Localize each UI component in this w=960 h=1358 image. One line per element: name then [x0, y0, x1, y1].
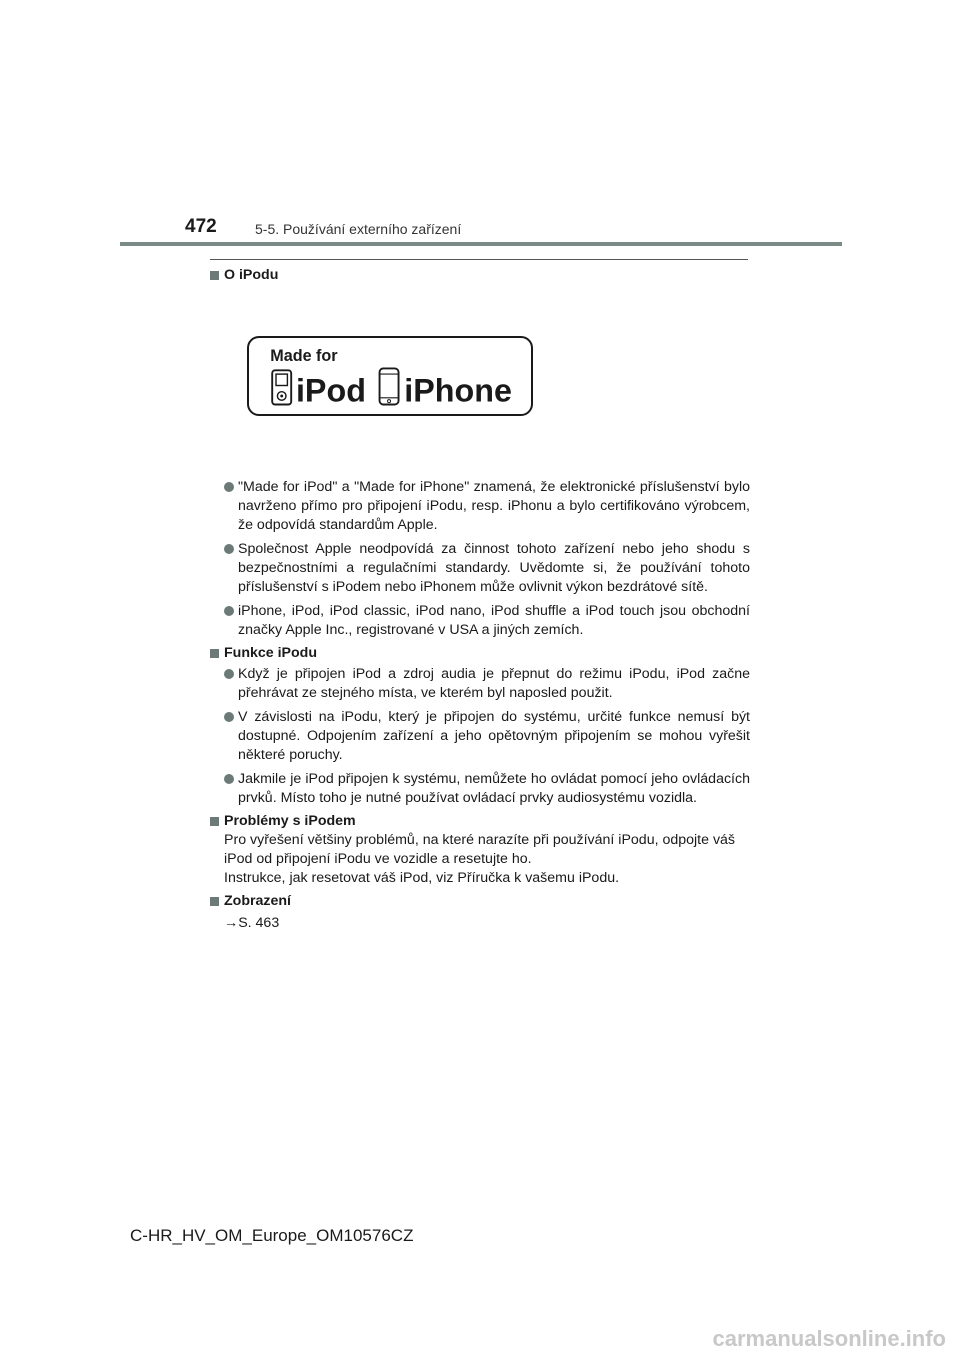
- circle-bullet-icon: [224, 606, 234, 616]
- ipod-device-icon: [272, 370, 291, 404]
- document-code: C-HR_HV_OM_Europe_OM10576CZ: [130, 1226, 414, 1245]
- circle-bullet-icon: [224, 669, 234, 679]
- circle-bullet-icon: [224, 774, 234, 784]
- list-item: [210, 540, 750, 597]
- logo-graphic: [249, 338, 531, 414]
- circle-bullet-icon: [224, 712, 234, 722]
- logo-made-for-text: Made for: [270, 346, 338, 365]
- iphone-device-icon: [380, 368, 399, 404]
- heading-display-text: Zobrazení: [224, 893, 292, 909]
- list-item: [210, 665, 750, 703]
- list-item: [210, 478, 750, 535]
- bullet-text: Společnost Apple neodpovídá za činnost tohoto zařízení nebo jeho shodu s bezpečnostními a regulačními standardy. Uvědomte si, že používání tohoto příslušenství s iPodem nebo iPhonem může ovlivnit výkon bezdrátové sítě.: [238, 541, 750, 595]
- made-for-ipod-iphone-logo: [247, 336, 533, 416]
- watermark[interactable]: carmanualsonline.info: [712, 1326, 946, 1351]
- square-bullet-icon: [210, 271, 219, 280]
- square-bullet-icon: [210, 649, 219, 658]
- bullet-text: iPhone, iPod, iPod classic, iPod nano, iPod shuffle a iPod touch jsou obchodní značky Apple Inc., registrované v USA a jiných zemích.: [238, 603, 750, 638]
- heading-about: [210, 266, 750, 285]
- page-number: 472: [185, 216, 217, 237]
- content-rule: [210, 259, 748, 260]
- bullet-text: Když je připojen iPod a zdroj audia je přepnut do režimu iPodu, iPod začne přehrávat ze stejného místa, ve kterém byl naposled použit.: [238, 666, 750, 701]
- heading-display: [210, 892, 750, 911]
- list-item: [210, 708, 750, 765]
- heading-functions: [210, 644, 750, 663]
- heading-functions-text: Funkce iPodu: [224, 645, 318, 661]
- header-rule: [120, 242, 842, 246]
- problems-text-1: Pro vyřešení většiny problémů, na které narazíte při používání iPodu, odpojte váš iPod od připojení iPodu ve vozidle a resetujte ho.: [224, 832, 736, 867]
- heading-problems: [210, 812, 750, 831]
- page-reference-link[interactable]: →S. 463: [224, 915, 280, 931]
- section-title: 5-5. Používání externího zařízení: [255, 221, 462, 237]
- square-bullet-icon: [210, 817, 219, 826]
- circle-bullet-icon: [224, 544, 234, 554]
- logo-ipod-text: iPod: [295, 372, 366, 409]
- bullet-text: "Made for iPod" a "Made for iPhone" znamená, že elektronické příslušenství bylo navrženo přímo pro připojení iPodu, resp. iPhonu a bylo certifikováno výrobcem, že odpovídá standardům Apple.: [238, 479, 750, 533]
- circle-bullet-icon: [224, 482, 234, 492]
- bullet-text: V závislosti na iPodu, který je připojen do systému, určité funkce nemusí být dostupné. Odpojením zařízení a jeho opětovným připojením se mohou vyřešit některé poruchy.: [238, 709, 750, 763]
- square-bullet-icon: [210, 897, 219, 906]
- list-item: [210, 770, 750, 808]
- logo-iphone-text: iPhone: [404, 372, 512, 409]
- heading-problems-text: Problémy s iPodem: [224, 813, 356, 829]
- list-item: [210, 602, 750, 640]
- heading-about-text: O iPodu: [224, 267, 279, 283]
- bullet-text: Jakmile je iPod připojen k systému, nemůžete ho ovládat pomocí jeho ovládacích prvků. Místo toho je nutné používat ovládací prvky audiosystému vozidla.: [238, 771, 750, 806]
- problems-text-2: Instrukce, jak resetovat váš iPod, viz Příručka k vašemu iPodu.: [224, 870, 620, 886]
